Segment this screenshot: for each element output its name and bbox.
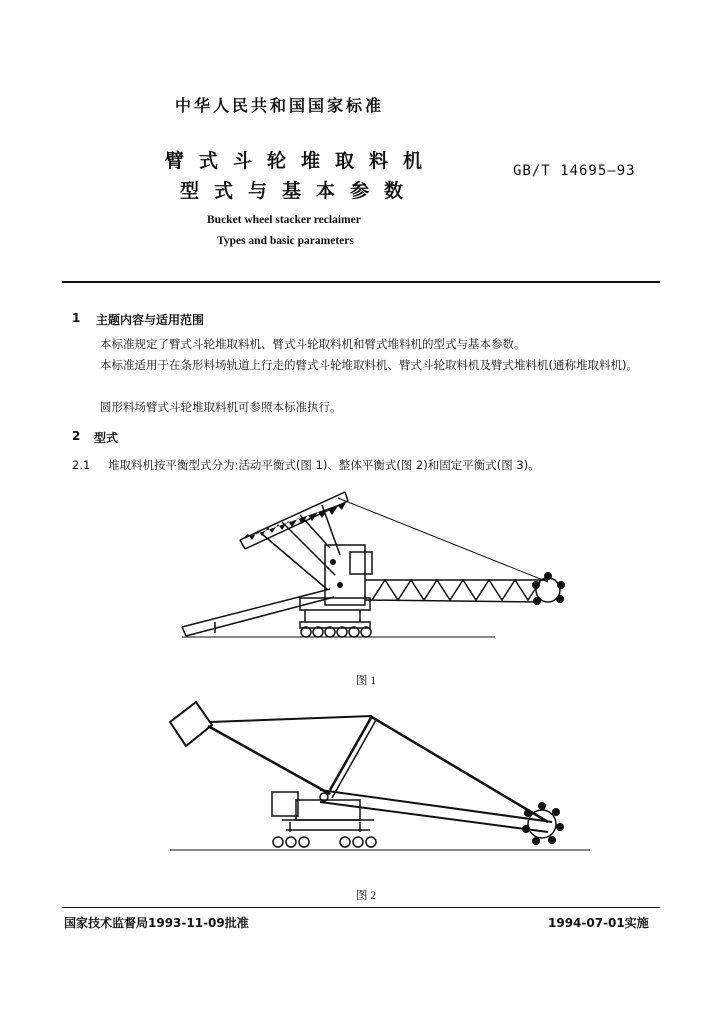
issuing-organization: 中华人民共和国国家标准 [175,96,385,115]
section-1-paragraph-3: 圆形料场臂式斗轮堆取料机可参照本标准执行。 [100,400,342,414]
title-english-line2: Types and basic parameters [217,235,354,247]
footer-rule [62,907,660,908]
section-2-number: 2 [72,429,81,443]
approval-date: 国家技术监督局1993-11-09批准 [64,916,249,930]
section-2-1-number: 2.1 [72,458,91,472]
section-1-paragraph-1: 本标准规定了臂式斗轮堆取料机、臂式斗轮取料机和臂式堆料机的型式与基本参数。 [100,337,526,351]
figure-2-caption: 图 2 [356,890,377,902]
section-2-title: 型式 [94,431,119,445]
title-chinese-line1: 臂式斗轮堆取料机 [165,150,438,172]
title-english-line1: Bucket wheel stacker reclaimer [207,214,361,226]
section-2-1-text: 堆取料机按平衡型式分为:活动平衡式(图 1)、整体平衡式(图 2)和固定平衡式(图 3)。 [108,458,540,472]
figure-1-caption: 图 1 [356,675,377,687]
title-chinese-line2: 型式与基本参数 [180,180,419,202]
implementation-date: 1994-07-01实施 [548,916,649,930]
section-1-title: 主题内容与适用范围 [96,313,205,327]
section-1-paragraph-2: 本标准适用于在条形料场轨道上行走的臂式斗轮堆取料机、臂式斗轮取料机及臂式堆料机(通称堆取料机)。 [100,358,638,372]
section-1-number: 1 [72,311,81,325]
standard-number: GB/T 14695—93 [513,163,636,179]
